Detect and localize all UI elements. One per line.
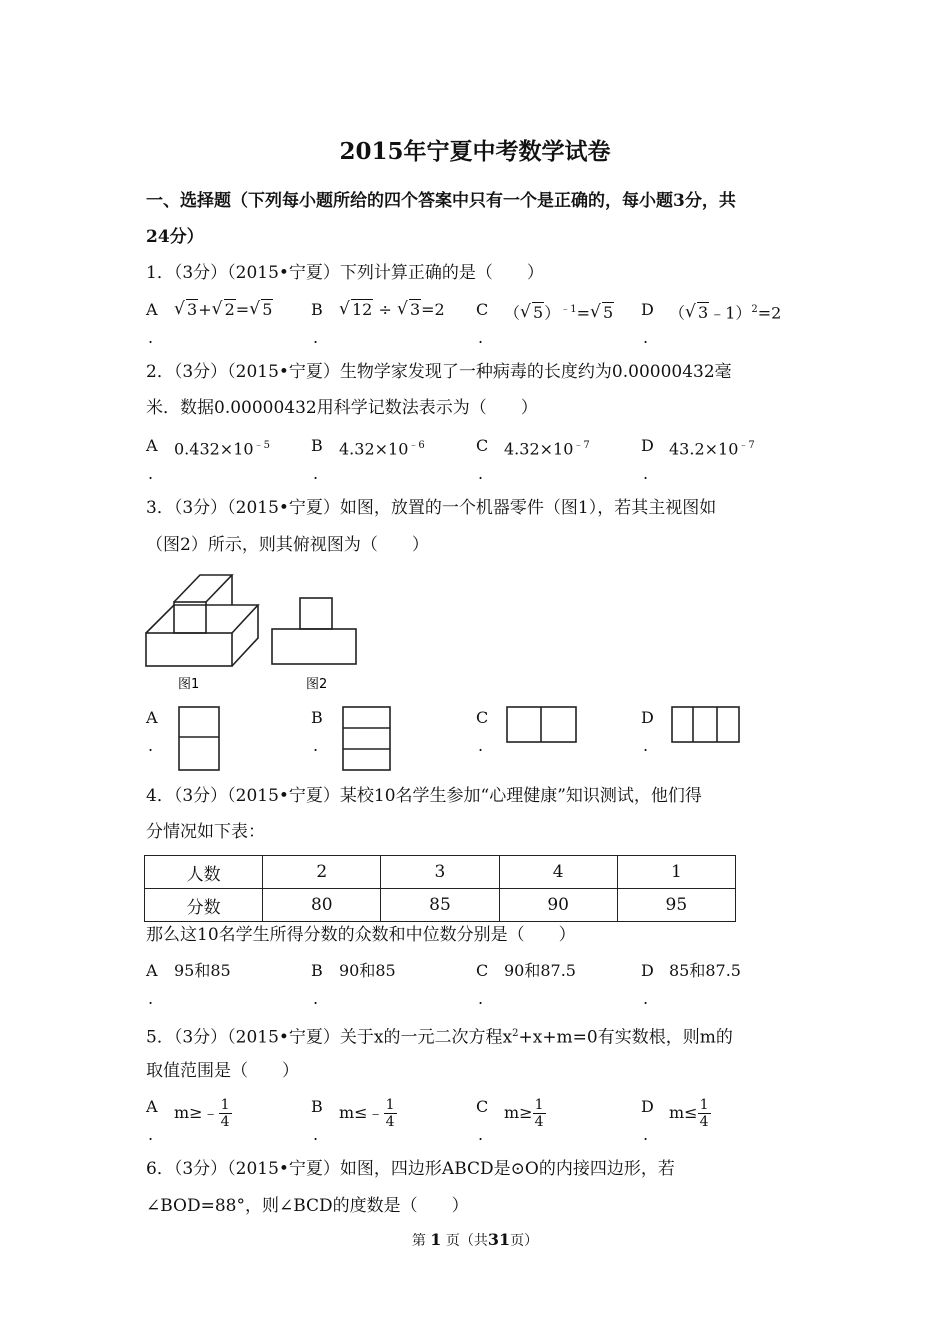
table-cell: 2	[263, 856, 381, 889]
q5-stem-line1: 5．（3分）（2015•宁夏）关于x的一元二次方程$x^2+x+m=0$有实数根，则m的	[146, 1027, 733, 1048]
table-cell: 分数	[145, 889, 263, 922]
q6-stem-line2: ∠BOD=88°，则∠BCD的度数是（ ）	[146, 1196, 469, 1216]
score-table	[144, 855, 736, 922]
q6-stem-line1: 6．（3分）（2015•宁夏）如图，四边形ABCD是⊙O的内接四边形，若	[146, 1159, 675, 1179]
exam-page: 2015年宁夏中考数学试卷 一、选择题（下列每小题所给的四个答案中只有一个是正确的，每小题3分，共 24分） 1．（3分）（2015•宁夏）下列计算正确的是（ ） A . √ 3+√ 2=√ 5 B . √ 12 ÷ √ 3=2 C . （√ 5）$^{﹣1}$=√ 5 D . （√ 3﹣1）$^2$=2 2．（3分）（2015•宁夏）生物学家发现了一种病毒的长度约为0.00000432毫 米．数据0.00000432用科学记数法表示为（ ） A . $0.432\times 10^{﹣5}$ B . $4.32\times 10^{﹣6}$ C . $4.32\times 10^{﹣7}$ D . $43.2\times 10^{﹣7}$ 3．（3分）（2015•宁夏）如图，放置的一个机器零件（图1），若其主视图如 （图2）所示，则其俯视图为（ ） 图1 图2 A . B . C . D . 4．（3分）（2015•宁夏）某校10名学生参加“心理健康”知识测试，他们得 分情况如下表： 人数 2 3 4 1 分数 80 85 90 95 那么这10名学生所得分数的众数和中位数分别是（ ） A . 95和85 B . 90和85 C . 90和87.5 D . 85和87.5 5．（3分）（2015•宁夏）关于x的一元二次方程$x^2+x+m=0$有实数根，则m的 取值范围是（ ） A . m≥﹣ $\frac{1}{4}$ B . m≤﹣ $\frac{1}{4}$ C . m≥ $\frac{1}{4}$ D . m≤ $\frac{1}{4}$ 6．（3分）（2015•宁夏）如图，四边形ABCD是⊙O的内接四边形，若 ∠BOD=88°，则∠BCD的度数是（ ） 第 1 页（共31页）	[0, 0, 950, 1344]
fraction: $\frac{1}{4}$	[220, 1097, 230, 1130]
fig2-front-view	[272, 598, 356, 664]
q3-figures	[144, 572, 364, 694]
q3-option-b-figure	[342, 706, 392, 772]
sqrt-expression: √ 5	[590, 303, 614, 323]
table-cell: 1	[617, 856, 735, 889]
q3-option-a-figure	[178, 706, 220, 772]
q4-stem-line1: 4．（3分）（2015•宁夏）某校10名学生参加“心理健康”知识测试，他们得	[146, 786, 702, 806]
q4-stem-after: 那么这10名学生所得分数的众数和中位数分别是（ ）	[146, 925, 576, 945]
q3-stem-line2: （图2）所示，则其俯视图为（ ）	[146, 535, 429, 555]
fig1-3d-part	[146, 575, 258, 666]
option-label: A	[146, 300, 158, 319]
sqrt-expression: √ 2	[212, 300, 236, 320]
fraction: $\frac{1}{4}$	[385, 1097, 395, 1130]
table-cell: 4	[499, 856, 617, 889]
fig1-caption: 图1	[178, 677, 200, 692]
q2-stem-line1: 2．（3分）（2015•宁夏）生物学家发现了一种病毒的长度约为0.00000432毫	[146, 362, 732, 382]
fraction: $\frac{1}{4}$	[699, 1097, 709, 1130]
section-heading-line1: 一、选择题（下列每小题所给的四个答案中只有一个是正确的，每小题3分，共	[146, 191, 736, 211]
q1-stem: 1．（3分）（2015•宁夏）下列计算正确的是（ ）	[146, 263, 544, 283]
table-cell: 3	[381, 856, 499, 889]
q3-stem-line1: 3．（3分）（2015•宁夏）如图，放置的一个机器零件（图1），若其主视图如	[146, 498, 717, 518]
table-row	[145, 856, 736, 889]
sqrt-expression: √ 3	[174, 300, 198, 320]
sqrt-expression: √ 12	[339, 300, 373, 320]
sqrt-expression: √ 3	[685, 303, 709, 323]
option-label: B	[311, 300, 323, 319]
q4-stem-line2: 分情况如下表：	[146, 822, 265, 842]
page-title: 2015年宁夏中考数学试卷	[339, 138, 611, 165]
q3-option-c-figure	[506, 706, 578, 744]
sqrt-expression: √ 5	[520, 303, 544, 323]
q2-stem-line2: 米．数据0.00000432用科学记数法表示为（ ）	[146, 398, 538, 418]
page-total: 31	[487, 1230, 511, 1249]
page-number: 1	[430, 1230, 442, 1249]
table-cell: 85	[381, 889, 499, 922]
table-cell: 95	[617, 889, 735, 922]
option-label: C	[476, 300, 489, 319]
option-label: D	[641, 300, 654, 319]
table-cell: 90	[499, 889, 617, 922]
q3-option-d-figure	[671, 706, 741, 744]
fig2-caption: 图2	[306, 677, 328, 692]
fraction: $\frac{1}{4}$	[534, 1097, 544, 1130]
section-heading-line2: 24分）	[146, 227, 204, 247]
sqrt-expression: √ 5	[249, 300, 273, 320]
table-cell: 人数	[145, 856, 263, 889]
sqrt-expression: √ 3	[397, 300, 421, 320]
table-cell: 80	[263, 889, 381, 922]
page-footer: 第 1 页（共31页）	[411, 1230, 539, 1249]
q5-stem-line2: 取值范围是（ ）	[146, 1061, 299, 1081]
